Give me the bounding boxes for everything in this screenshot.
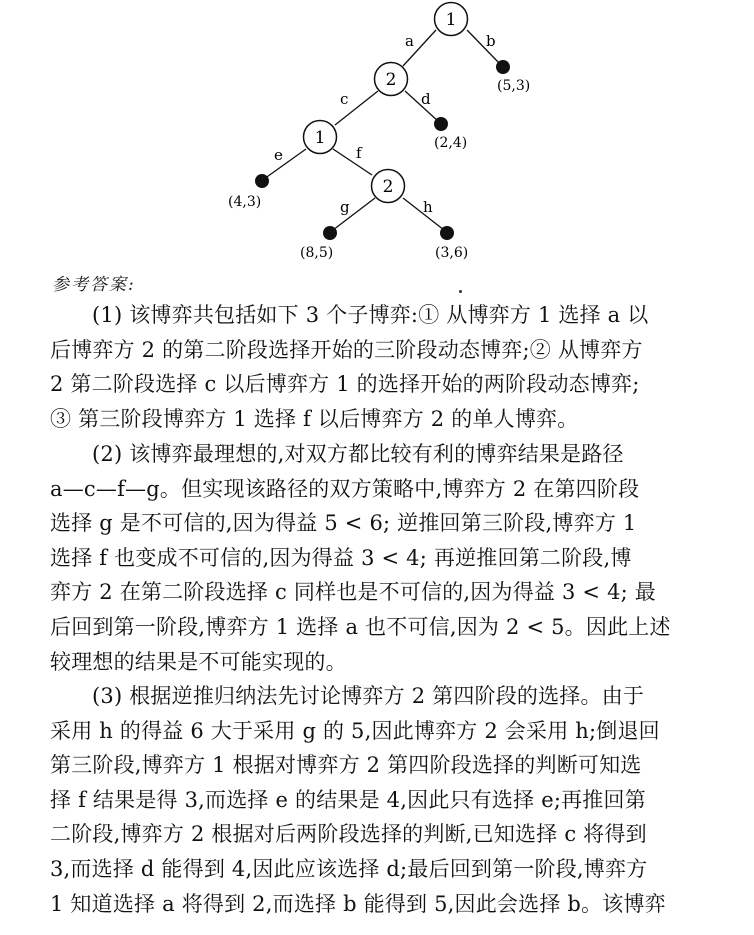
text-line: (1) 该博弈共包括如下 3 个子博弈:① 从博弈方 1 选择 a 以 bbox=[92, 303, 649, 327]
edge-label: a bbox=[405, 32, 414, 50]
text-line: 二阶段,博弈方 2 根据对后两阶段选择的判断,已知选择 c 将得到 bbox=[50, 822, 647, 847]
terminal-node bbox=[496, 60, 510, 74]
edge-label: d bbox=[421, 90, 431, 108]
payoff-label: (8,5) bbox=[300, 245, 334, 261]
text-line: a—c—f—g。但实现该路径的双方策略中,博弈方 2 在第四阶段 bbox=[50, 476, 640, 501]
edge-label: h bbox=[423, 198, 433, 216]
text-line: 3,而选择 d 能得到 4,因此应该选择 d;最后回到第一阶段,博弈方 bbox=[50, 856, 648, 881]
text-line: 选择 f 也变成不可信的,因为得益 3 < 4; 再逆推回第二阶段,博 bbox=[50, 545, 632, 570]
text-line: 1 知道选择 a 将得到 2,而选择 b 能得到 5,因此会选择 b。该博弈 bbox=[50, 891, 666, 916]
answer-paragraph-3 bbox=[50, 679, 714, 921]
terminal-node bbox=[323, 226, 337, 240]
payoff-label: (5,3) bbox=[497, 78, 531, 94]
answer-paragraph-2 bbox=[50, 437, 714, 679]
decision-node bbox=[375, 63, 408, 96]
edge-e bbox=[264, 149, 306, 179]
stray-dot bbox=[459, 290, 462, 293]
node-label: 2 bbox=[385, 70, 397, 90]
text-line: ③ 第三阶段博弈方 1 选择 f 以后博弈方 2 的单人博弈。 bbox=[50, 406, 579, 431]
text-line: 采用 h 的得益 6 大于采用 g 的 5,因此博弈方 2 会采用 h;倒退回 bbox=[50, 718, 660, 743]
edge-label: b bbox=[486, 32, 496, 50]
text-line: 第三阶段,博弈方 1 根据对博弈方 2 第四阶段选择的判断可知选 bbox=[50, 753, 642, 778]
decision-node bbox=[372, 170, 405, 203]
node-label: 2 bbox=[382, 177, 394, 197]
edge-label: f bbox=[356, 144, 362, 162]
edge-label: c bbox=[340, 90, 349, 108]
game-tree-diagram bbox=[0, 0, 754, 265]
text-line: 择 f 结果是得 3,而选择 e 的结果是 4,因此只有选择 e;再推回第 bbox=[50, 787, 646, 812]
decision-node bbox=[304, 121, 337, 154]
text-line: 后回到第一阶段,博弈方 1 选择 a 也不可信,因为 2 < 5。因此上述 bbox=[50, 614, 671, 639]
payoff-label: (2,4) bbox=[434, 135, 468, 151]
text-line: 较理想的结果是不可能实现的。 bbox=[50, 649, 347, 674]
terminal-node bbox=[255, 174, 269, 188]
answer-heading: 参考答案: bbox=[52, 275, 136, 295]
edge-label: e bbox=[274, 146, 283, 164]
terminal-node bbox=[440, 226, 454, 240]
edge-f bbox=[333, 149, 372, 175]
terminal-node bbox=[434, 117, 448, 131]
text-line: 2 第二阶段选择 c 以后博弈方 1 的选择开始的两阶段动态博弈; bbox=[50, 372, 640, 397]
text-line: 弈方 2 在第二阶段选择 c 同样也是不可信的,因为得益 3 < 4; 最 bbox=[50, 580, 656, 605]
payoff-label: (4,3) bbox=[228, 194, 262, 210]
text-line: 选择 g 是不可信的,因为得益 5 < 6; 逆推回第三阶段,博弈方 1 bbox=[50, 511, 637, 536]
decision-node bbox=[435, 3, 468, 36]
node-label: 1 bbox=[445, 10, 457, 30]
text-line: (2) 该博弈最理想的,对双方都比较有利的博弈结果是路径 bbox=[92, 442, 624, 466]
node-label: 1 bbox=[314, 128, 326, 148]
text-line: (3) 根据逆推归纳法先讨论博弈方 2 第四阶段的选择。由于 bbox=[92, 684, 645, 708]
answer-paragraph-1 bbox=[50, 298, 714, 436]
text-line: 后博弈方 2 的第二阶段选择开始的三阶段动态博弈;② 从博弈方 bbox=[50, 337, 643, 362]
edge-label: g bbox=[340, 198, 350, 216]
payoff-label: (3,6) bbox=[435, 245, 469, 261]
